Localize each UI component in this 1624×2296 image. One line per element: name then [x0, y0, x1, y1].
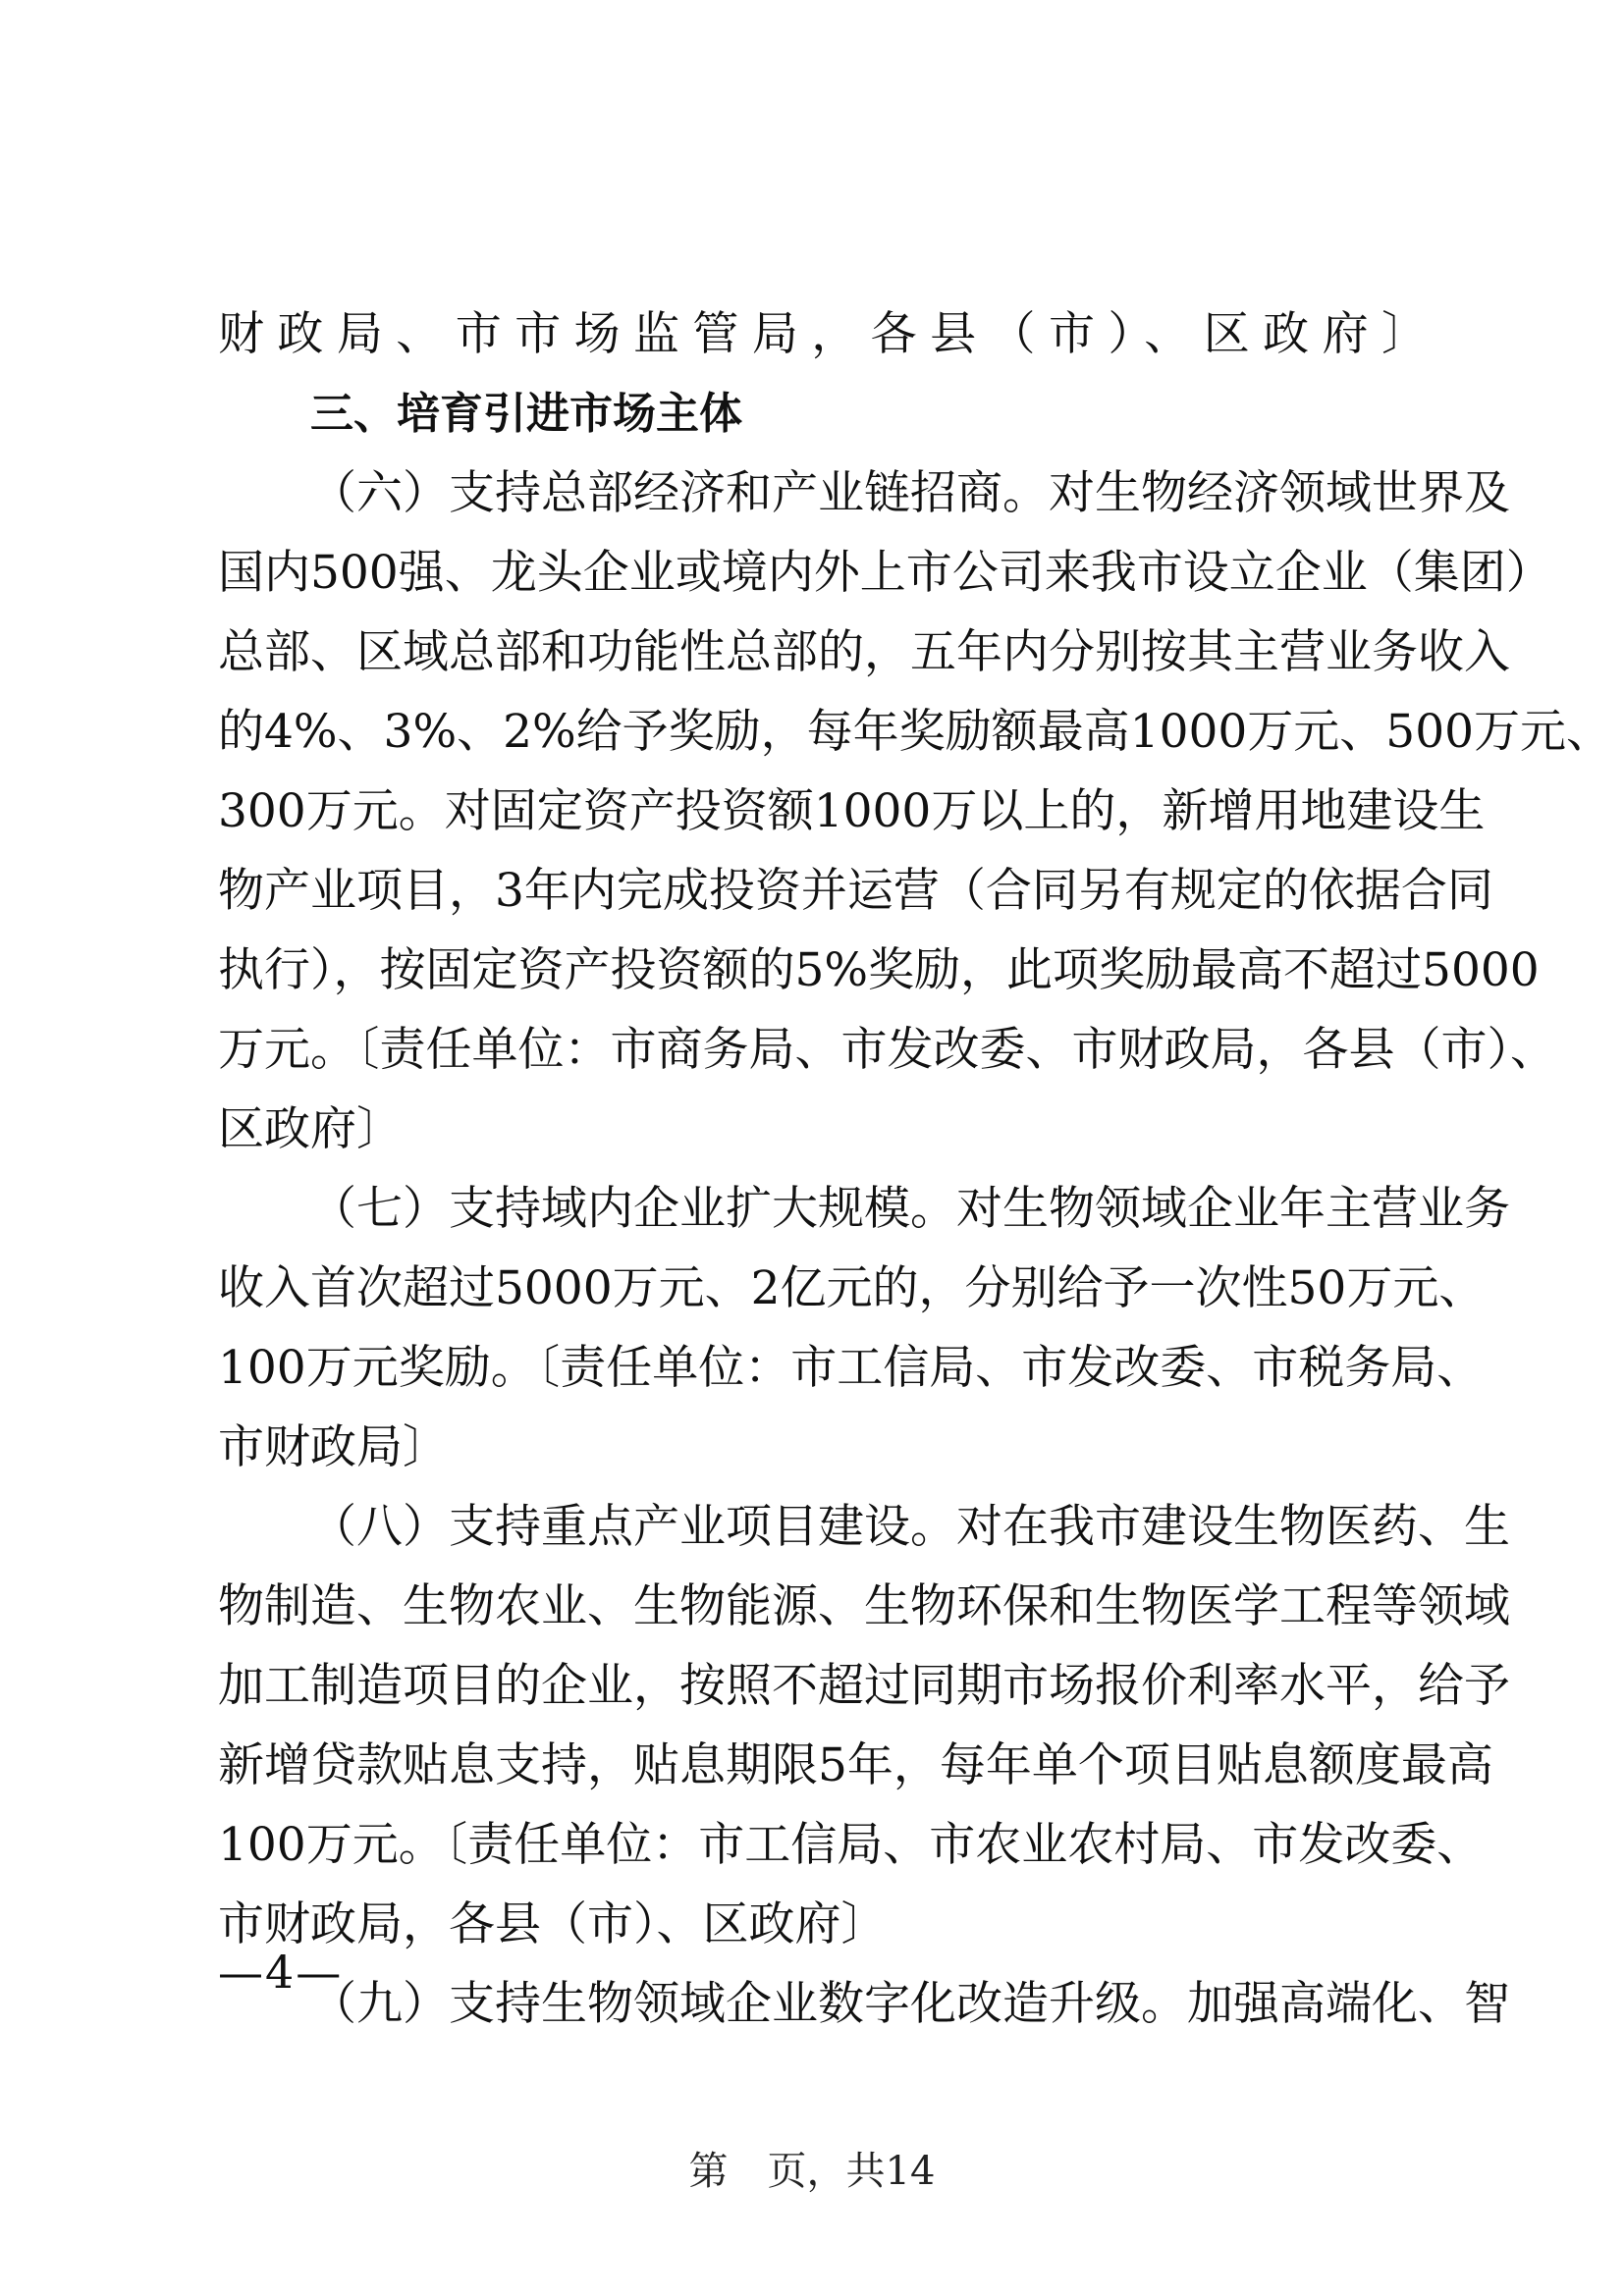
paragraph-seven-lead: （七）支持域内企业扩大规模。对生物领域企业年主营业务	[310, 1182, 1510, 1236]
text-line: 总部、区域总部和功能性总部的，五年内分别按其主营业务收入	[218, 625, 1510, 679]
text-line: 100万元奖励。〔责任单位：市工信局、市发改委、市税务局、	[218, 1341, 1484, 1395]
text-line: 新增贷款贴息支持，贴息期限5年，每年单个项目贴息额度最高	[218, 1738, 1493, 1792]
text-line: 国内500强、龙头企业或境内外上市公司来我市设立企业（集团）	[218, 546, 1552, 600]
text-line: 市财政局，各县（市）、区政府〕	[218, 1897, 888, 1951]
page-number: —4—	[218, 1946, 344, 1999]
text-line: 执行），按固定资产投资额的5%奖励，此项奖励最高不超过5000	[218, 943, 1540, 997]
body-text	[218, 294, 1613, 2044]
section-heading: 三、培育引进市场主体	[310, 389, 742, 439]
paragraph-six-lead: （六）支持总部经济和产业链招商。对生物经济领域世界及	[310, 466, 1510, 520]
text-line: 收入首次超过5000万元、2亿元的，分别给予一次性50万元、	[218, 1261, 1486, 1315]
paragraph-eight-lead: （八）支持重点产业项目建设。对在我市建设生物医药、生	[310, 1500, 1510, 1554]
text-line: 的4%、3%、2%给予奖励，每年奖励额最高1000万元、500万元、	[218, 705, 1613, 759]
paragraph-nine-lead: （九）支持生物领域企业数字化改造升级。加强高端化、智	[310, 1977, 1510, 2031]
page-footer: 第 页，共14	[688, 2149, 936, 2194]
text-line: 物制造、生物农业、生物能源、生物环保和生物医学工程等领域	[218, 1579, 1510, 1633]
text-line: 100万元。〔责任单位：市工信局、市农业农村局、市发改委、	[218, 1818, 1484, 1872]
text-line: 区政府〕	[218, 1102, 403, 1156]
text-line: 物产业项目，3年内完成投资并运营（合同另有规定的依据合同	[218, 864, 1493, 918]
text-line: 财政局、市市场监管局，各县（市）、区政府〕	[218, 307, 1428, 361]
text-line: 加工制造项目的企业，按照不超过同期市场报价利率水平，给予	[218, 1659, 1510, 1713]
text-line: 万元。〔责任单位：市商务局、市发改委、市财政局，各县（市）、	[218, 1023, 1556, 1077]
text-line: 300万元。对固定资产投资额1000万以上的，新增用地建设生	[218, 784, 1486, 838]
text-line: 市财政局〕	[218, 1420, 449, 1474]
